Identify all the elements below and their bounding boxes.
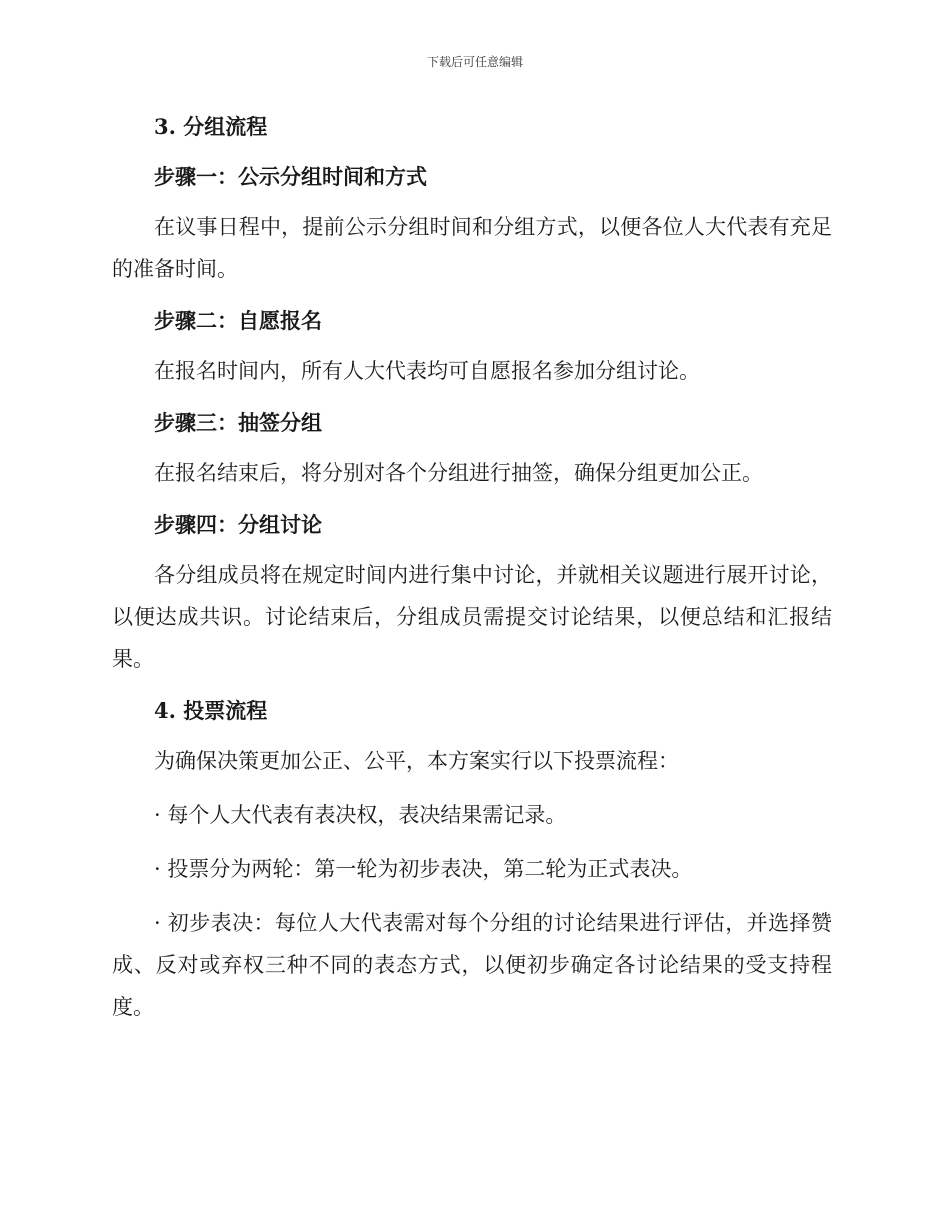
voting-bullet-1: · 每个人大代表有表决权，表决结果需记录。 — [154, 803, 567, 827]
voting-bullet-2: · 投票分为两轮：第一轮为初步表决，第二轮为正式表决。 — [154, 857, 693, 881]
document-body — [112, 108, 832, 1028]
step4-title: 步骤四：分组讨论 — [154, 512, 322, 537]
step3-title: 步骤三：抽签分组 — [154, 410, 322, 435]
voting-intro: 为确保决策更加公正、公平，本方案实行以下投票流程： — [154, 749, 679, 773]
step1-title: 步骤一：公示分组时间和方式 — [154, 164, 427, 189]
step2-text: 在报名时间内，所有人大代表均可自愿报名参加分组讨论。 — [154, 359, 700, 383]
step1-text: 在议事日程中，提前公示分组时间和分组方式，以便各位人大代表有充足的准备时间。 — [112, 215, 832, 281]
step2-title: 步骤二：自愿报名 — [154, 308, 322, 333]
voting-bullet-3: · 初步表决：每位人大代表需对每个分组的讨论结果进行评估，并选择赞成、反对或弃权三种不同的表态方式，以便初步确定各讨论结果的受支持程度。 — [112, 911, 832, 1019]
section-heading-grouping: 3. 分组流程 — [154, 114, 268, 139]
step4-text: 各分组成员将在规定时间内进行集中讨论，并就相关议题进行展开讨论，以便达成共识。讨论结束后，分组成员需提交讨论结果，以便总结和汇报结果。 — [112, 563, 832, 671]
section-heading-voting: 4. 投票流程 — [154, 698, 268, 723]
step3-text: 在报名结束后，将分别对各个分组进行抽签，确保分组更加公正。 — [154, 461, 763, 485]
page-header: 下载后可任意编辑 — [426, 55, 523, 69]
